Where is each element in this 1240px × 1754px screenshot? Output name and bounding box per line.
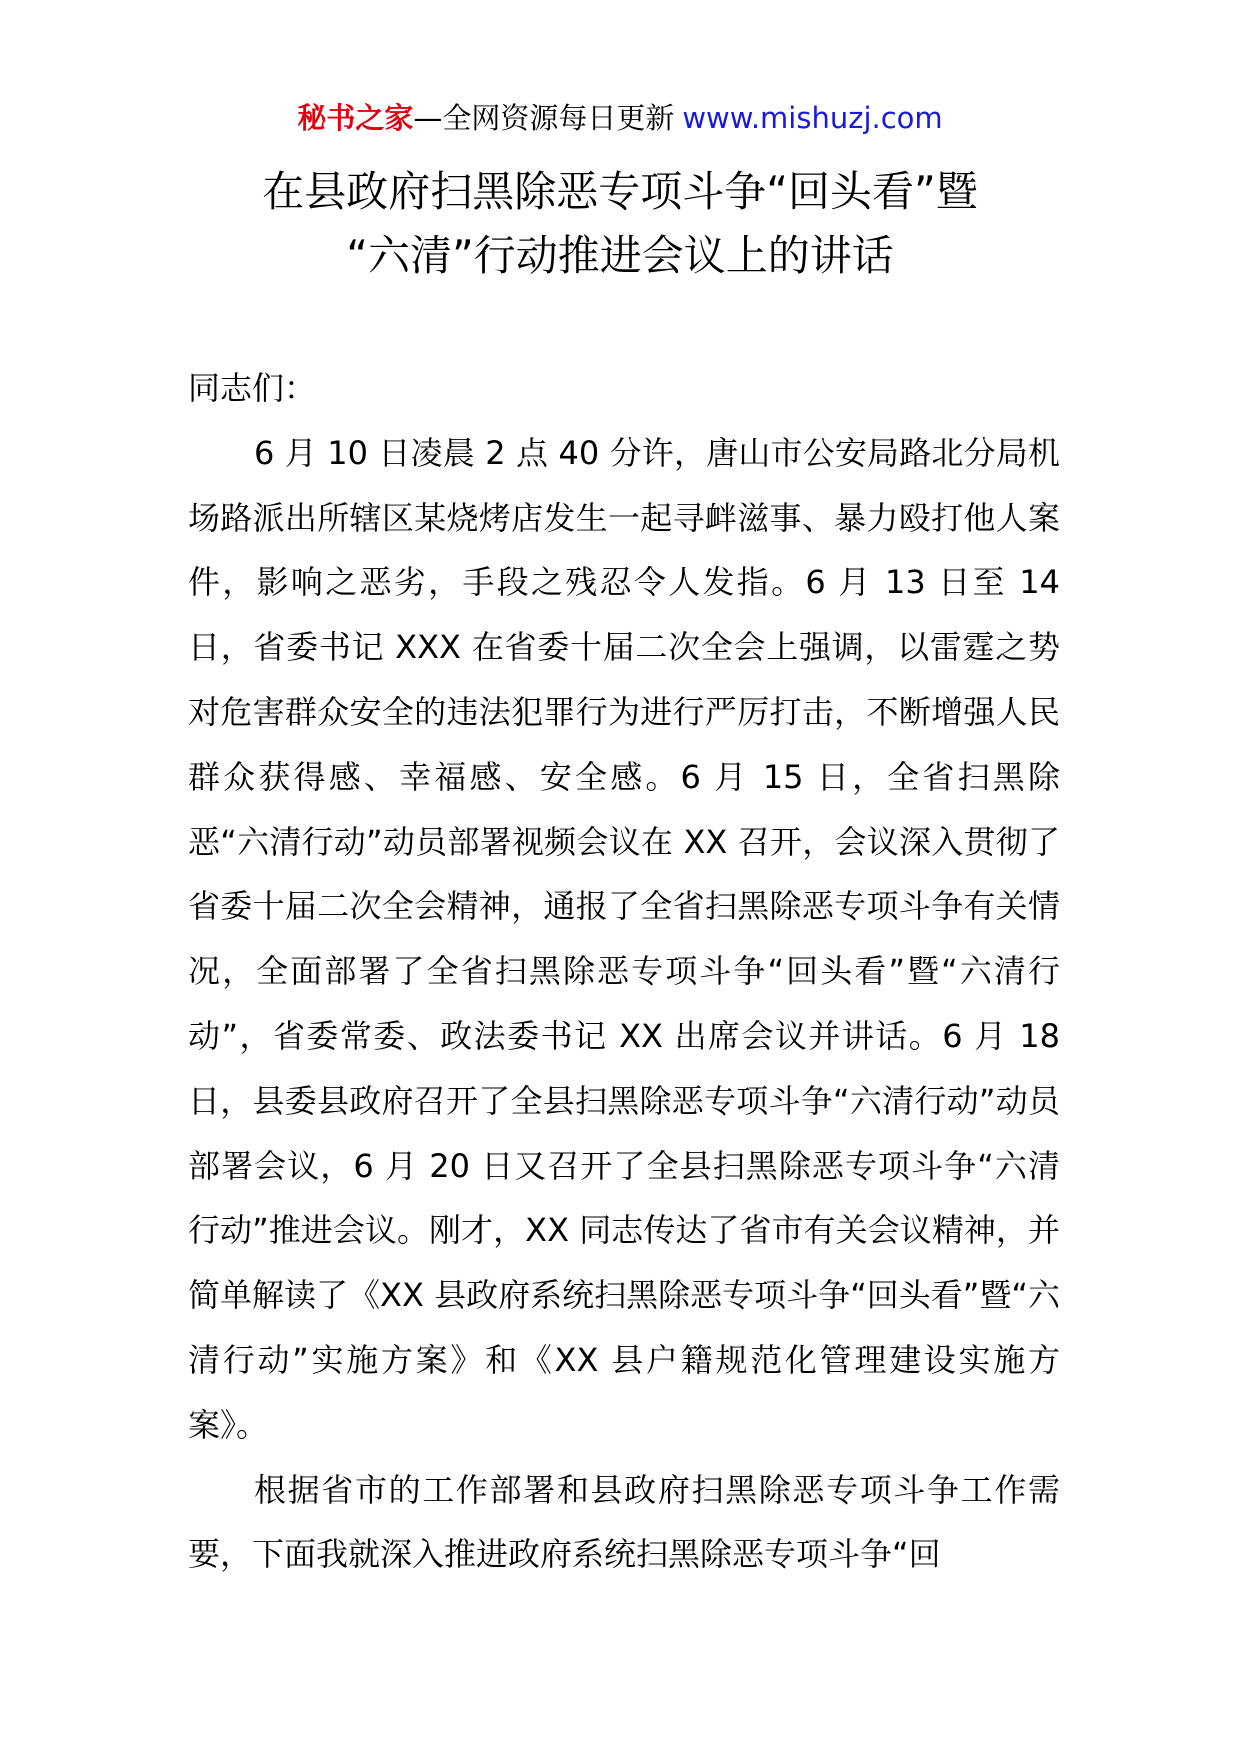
body-paragraph-2: 根据省市的工作部署和县政府扫黑除恶专项斗争工作需要，下面我就深入推进政府系统扫黑除恶专项斗争“回: [188, 1470, 1060, 1574]
salutation: 同志们：: [188, 369, 317, 407]
site-brand: 秘书之家: [297, 101, 414, 135]
body-paragraph-1: 6 月 10 日凌晨 2 点 40 分许，唐山市公安局路北分局机场路派出所辖区某烧烤店发生一起寻衅滋事、暴力殴打他人案件，影响之恶劣，手段之残忍令人发指。6 月 13 日至 14 日，省委书记 XXX 在省委十届二次全会上强调，以雷霆之势对危害群众安全的违法犯罪行为进行严厉打击，不断增强人民群众获得感、幸福感、安全感。6 月 15 日，全省扫黑除恶“六清行动”动员部署视频会议在 XX 召开，会议深入贯彻了省委十届二次全会精神，通报了全省扫黑除恶专项斗争有关情况，全面部署了全省扫黑除恶专项斗争“回头看”暨“六清行动”，省委常委、政法委书记 XX 出席会议并讲话。6 月 18 日，县委县政府召开了全县扫黑除恶专项斗争“六清行动”动员部署会议，6 月 20 日又召开了全县扫黑除恶专项斗争“六清行动”推进会议。刚才，XX 同志传达了省市有关会议精神，并简单解读了《XX 县政府系统扫黑除恶专项斗争“回头看”暨“六清行动”实施方案》和《XX 县户籍规范化管理建设实施方案》。: [188, 433, 1060, 1444]
title-line-2: “六清”行动推进会议上的讲话: [346, 231, 894, 280]
site-url-link[interactable]: www.mishuzj.com: [682, 101, 943, 135]
document-body: [188, 356, 1060, 1587]
title-line-1: 在县政府扫黑除恶专项斗争“回头看”暨: [262, 167, 978, 216]
site-header: [0, 98, 1240, 138]
site-slogan: —全网资源每日更新: [413, 101, 675, 135]
document-title: [0, 160, 1240, 288]
